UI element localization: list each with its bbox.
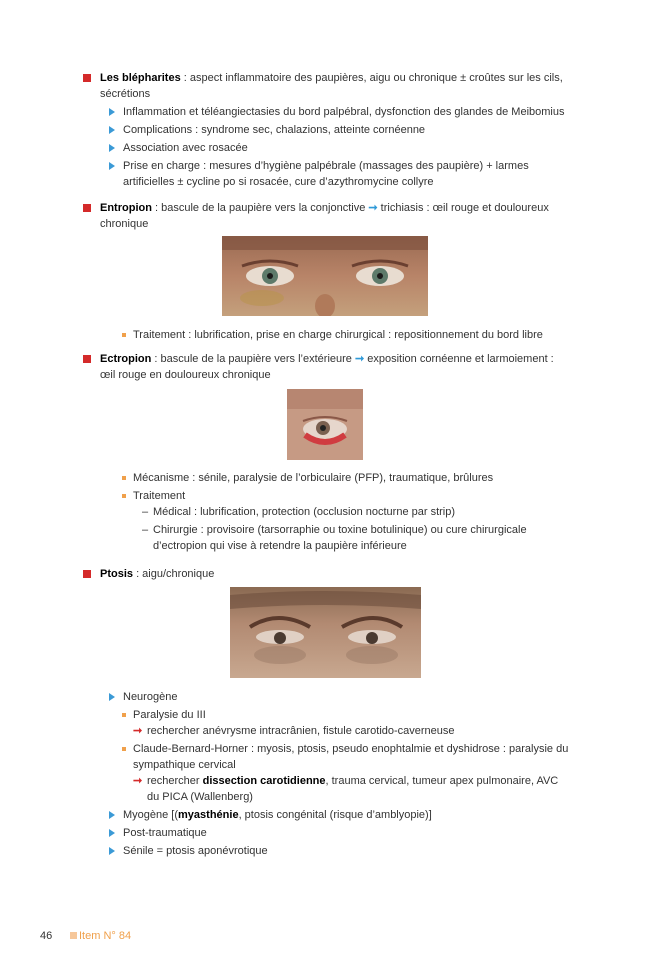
- text-fragment: , ptosis congénital (risque d’amblyopie)]: [238, 809, 432, 821]
- item-text: Sénile = ptosis aponévrotique: [123, 845, 268, 857]
- item-text: Mécanisme : sénile, paralysie de l’orbiculaire (PFP), traumatique, brûlures: [133, 472, 494, 484]
- triangle-bullet-icon: [109, 811, 115, 819]
- dash-bullet: –: [142, 506, 149, 518]
- bold-term: dissection carotidienne: [202, 775, 326, 787]
- item-text: Paralysie du III: [133, 709, 206, 721]
- item-text: [123, 807, 571, 823]
- triangle-bullet-icon: [109, 829, 115, 837]
- right-arrow-icon: ➞: [368, 202, 378, 214]
- triangle-bullet-icon: [109, 847, 115, 855]
- text-fragment: rechercher: [147, 775, 203, 787]
- orange-dot-bullet: [122, 333, 126, 337]
- list-item: [122, 327, 572, 343]
- item-text: Médical : lubrification, protection (occlusion nocturne par strip): [153, 506, 456, 518]
- heading-text: : aspect inflammatoire des paupières, aigu ou chronique ± croûtes sur les cils, sécrétions: [100, 72, 563, 100]
- list-item: [122, 470, 572, 486]
- section-entropion: [83, 200, 570, 232]
- list-item: [109, 122, 571, 138]
- footer-item-label: Item N° 84: [79, 930, 132, 942]
- section-heading: [100, 566, 570, 582]
- text-fragment: Myogène [(: [123, 809, 179, 821]
- orange-dot-bullet: [122, 713, 126, 717]
- footer-square-icon: [70, 932, 77, 939]
- section-blepharites: [83, 70, 570, 102]
- triangle-bullet-icon: [109, 126, 115, 134]
- item-text: [147, 773, 571, 805]
- sub-list-item: [142, 504, 570, 520]
- text-fragment: , trauma cervical, tumeur apex pulmonaire, AVC du PICA (Wallenberg): [147, 775, 559, 803]
- sub-list-item: [122, 741, 572, 773]
- bold-term: myasthénie: [178, 809, 239, 821]
- list-item: [109, 689, 571, 705]
- orange-dot-bullet: [122, 747, 126, 751]
- term: Les blépharites: [100, 72, 181, 84]
- entropion-eyes-photo: [222, 236, 428, 316]
- triangle-bullet-icon: [109, 693, 115, 701]
- heading-text: : bascule de la paupière vers la conjonctive: [151, 202, 369, 214]
- item-text: Inflammation et téléangiectasies du bord palpébral, dysfonction des glandes de Meibomius: [123, 106, 565, 118]
- item-text: Association avec rosacée: [123, 142, 248, 154]
- page-number: 46: [40, 930, 53, 942]
- list-item: [109, 843, 571, 859]
- red-arrow-icon: ➞: [133, 725, 143, 737]
- ectropion-eye-photo: [287, 389, 363, 460]
- item-text: Post-traumatique: [123, 827, 207, 839]
- list-item: [109, 104, 571, 120]
- section-heading: [100, 351, 570, 383]
- section-heading: [100, 70, 570, 102]
- list-item: [109, 807, 571, 823]
- section-ptosis: [83, 566, 570, 582]
- heading-text: : aigu/chronique: [133, 568, 215, 580]
- heading-text: trichiasis : œil rouge et douloureux chronique: [100, 202, 549, 230]
- section-heading: [100, 200, 570, 232]
- triangle-bullet-icon: [109, 162, 115, 170]
- right-arrow-icon: ➞: [354, 353, 365, 365]
- term: Ectropion: [100, 353, 152, 365]
- dash-bullet: –: [142, 524, 149, 536]
- red-square-bullet: [83, 570, 91, 578]
- item-text: Traitement: [133, 490, 186, 502]
- sub-sub-item: [133, 723, 571, 739]
- term: Ptosis: [100, 568, 134, 580]
- item-text: Complications : syndrome sec, chalazions, atteinte cornéenne: [123, 124, 426, 136]
- red-square-bullet: [83, 204, 91, 212]
- red-arrow-icon: ➞: [133, 775, 143, 787]
- term: Entropion: [100, 202, 152, 214]
- list-item: [109, 140, 571, 156]
- triangle-bullet-icon: [109, 144, 115, 152]
- item-text: Chirurgie : provisoire (tarsorraphie ou toxine botulinique) ou cure chirurgicale d’ectropion qui vise à retendre la paupière inférieure: [153, 524, 527, 552]
- orange-dot-bullet: [122, 494, 126, 498]
- list-item: [109, 158, 571, 190]
- heading-text: : bascule de la paupière vers l’extérieure: [151, 353, 355, 365]
- heading-text: exposition cornéenne et larmoiement : œil rouge en douloureux chronique: [100, 353, 554, 381]
- red-square-bullet: [83, 355, 91, 363]
- ptosis-eyes-photo: [230, 587, 421, 678]
- sub-list-item: [122, 707, 572, 723]
- sub-sub-item: [133, 773, 571, 805]
- orange-dot-bullet: [122, 476, 126, 480]
- item-text: Claude-Bernard-Horner : myosis, ptosis, pseudo enophtalmie et dyshidrose : paralysie du sympathique cervical: [133, 743, 569, 771]
- list-item: [122, 488, 572, 504]
- triangle-bullet-icon: [109, 108, 115, 116]
- item-text: rechercher anévrysme intracrânien, fistule carotido-caverneuse: [147, 725, 455, 737]
- item-text: Prise en charge : mesures d’hygiène palpébrale (massages des paupière) + larmes artificielles ± cycline po si rosacée, cure d’azythromycine collyre: [123, 160, 529, 188]
- section-ectropion: [83, 351, 570, 383]
- red-square-bullet: [83, 74, 91, 82]
- list-item: [109, 825, 571, 841]
- sub-list-item: [142, 522, 570, 554]
- item-text: Traitement : lubrification, prise en charge chirurgical : repositionnement du bord libre: [133, 329, 543, 341]
- item-text: Neurogène: [123, 691, 178, 703]
